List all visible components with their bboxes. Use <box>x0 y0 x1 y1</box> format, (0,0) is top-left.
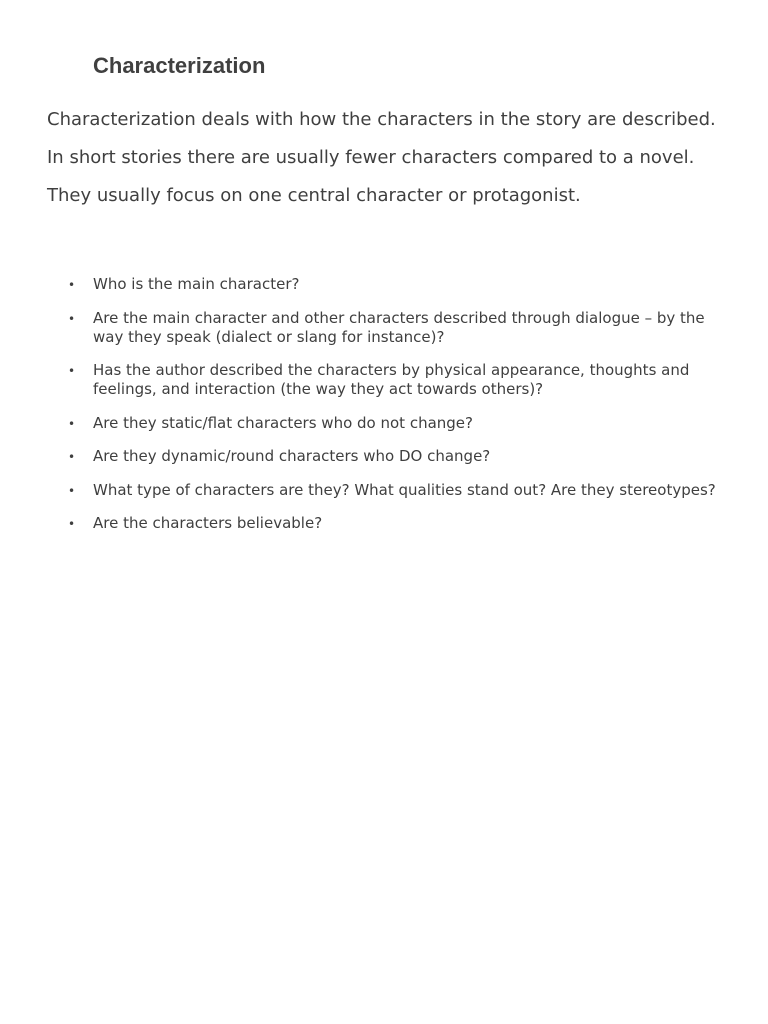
list-item <box>68 361 723 399</box>
list-item <box>68 308 723 347</box>
question-list <box>68 275 723 548</box>
list-item-text: Are the main character and other characters described through dialogue – by the way they speak (dialect or slang for instance)? <box>93 308 705 346</box>
bullet-icon: • <box>68 450 76 464</box>
list-item-text: Are they static/flat characters who do not change? <box>93 413 473 432</box>
bullet-icon: • <box>68 311 76 326</box>
list-item <box>68 413 723 433</box>
bullet-icon: • <box>68 416 76 431</box>
bullet-icon: • <box>68 517 76 531</box>
bullet-icon: • <box>68 364 76 378</box>
list-item <box>68 275 723 294</box>
list-item-text: Who is the main character? <box>93 275 300 293</box>
intro-paragraph: Characterization deals with how the characters in the story are described. In short stories there are usually fewer characters compared to a novel. They usually focus on one central character or protagonist. <box>47 109 716 206</box>
list-item-text: Are the characters believable? <box>93 514 323 532</box>
list-item <box>68 514 723 533</box>
list-item <box>68 480 723 500</box>
list-item-text: Has the author described the characters by physical appearance, thoughts and feelings, and interaction (the way they act towards others)? <box>93 361 690 398</box>
list-item-text: Are they dynamic/round characters who DO change? <box>93 447 491 465</box>
page-title: Characterization <box>93 53 266 78</box>
list-item <box>68 447 723 466</box>
bullet-icon: • <box>68 483 76 498</box>
list-item-text: What type of characters are they? What qualities stand out? Are they stereotypes? <box>93 480 716 499</box>
bullet-icon: • <box>68 278 76 292</box>
